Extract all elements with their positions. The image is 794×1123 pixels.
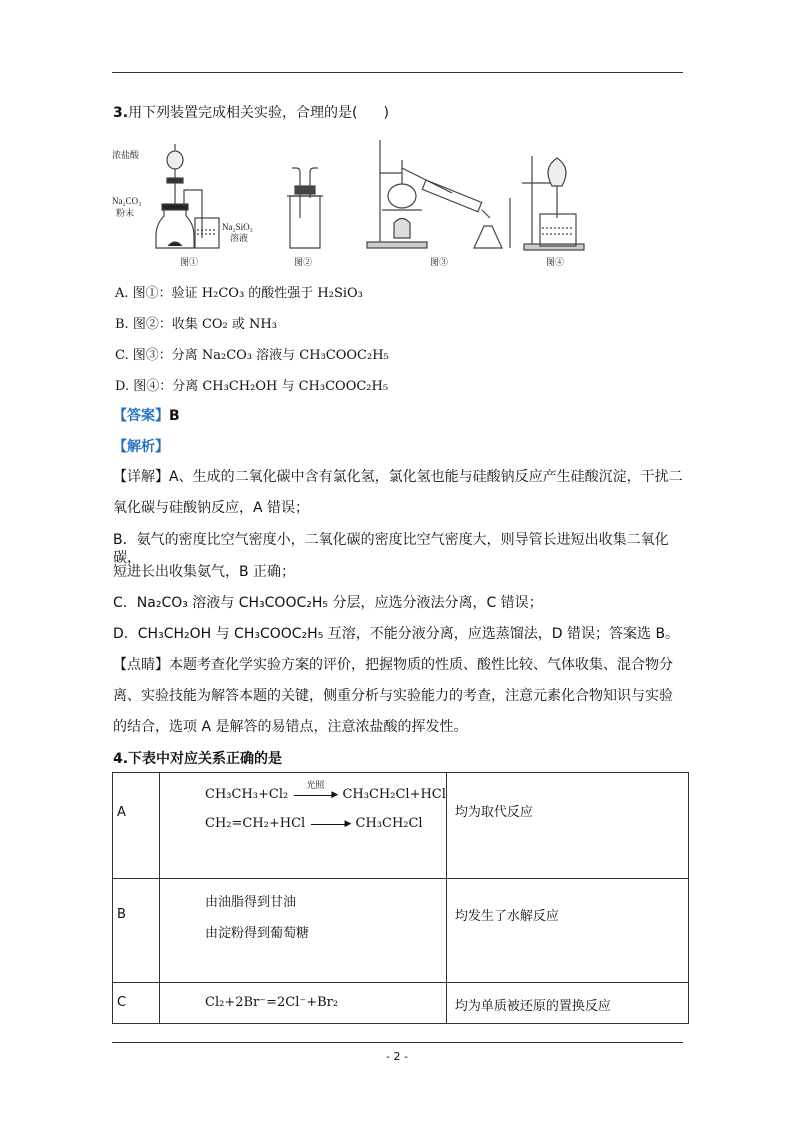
row-b-line-2: 由淀粉得到葡萄糖 [205, 926, 310, 941]
table-row [113, 773, 689, 879]
detail-line-3: B．氨气的密度比空气密度小，二氧化碳的密度比空气密度大，则导管长进短出收集二氧化碳， [113, 532, 669, 566]
header-rule [112, 72, 683, 73]
option-d: D. 图④：分离 CH₃CH₂OH 与 CH₃COOC₂H₅ [115, 379, 389, 394]
equation-a2: CH₂=CH₂+HCl ▶ CH₃CH₂Cl [205, 816, 423, 831]
equation-a1: CH₃CH₃+Cl₂ 光照 ▶ CH₃CH₂Cl+HCl [205, 780, 446, 802]
fig4-apparatus [522, 156, 584, 250]
footer-rule [112, 1042, 683, 1043]
detail-line-1: 【详解】A、生成的二氧化碳中含有氯化氢，氯化氢也能与硅酸钠反应产生硅酸沉淀，干扰二 [113, 469, 683, 485]
question-4-title: 4.下表中对应关系正确的是 [113, 751, 283, 767]
label-solution: 溶液 [230, 233, 249, 243]
detail-line-6: D．CH₃CH₂OH 与 CH₃COOC₂H₅ 互溶，不能分液分离，应选蒸馏法，D 错误；答案选 B。 [113, 626, 680, 642]
option-a: A. 图①：验证 H₂CO₃ 的酸性强于 H₂SiO₃ [115, 286, 363, 301]
row-desc-b: 均发生了水解反应 [454, 909, 559, 924]
apparatus-figure [112, 138, 588, 270]
label-fig1: 图① [180, 257, 199, 267]
label-fig4: 图④ [546, 257, 565, 267]
page-number: - 2 - [386, 1050, 408, 1063]
detail-line-2: 氧化碳与硅酸钠反应，A 错误； [113, 500, 310, 516]
detail-line-7: 【点睛】本题考查化学实验方案的评价，把握物质的性质、酸性比较、气体收集、混合物分 [113, 657, 673, 673]
label-powder: 粉末 [116, 208, 135, 218]
detail-line-4: 短进长出收集氨气，B 正确； [113, 564, 296, 580]
label-fig2: 图② [294, 257, 313, 267]
fig3-apparatus [367, 140, 510, 248]
row-desc-a: 均为取代反应 [454, 805, 533, 820]
table-row [113, 983, 689, 1024]
table-row [113, 879, 689, 983]
row-b-line-1: 由油脂得到甘油 [205, 895, 297, 910]
row-desc-c: 均为单质被还原的置换反应 [454, 999, 611, 1014]
row-letter-c: C [117, 995, 127, 1010]
option-c: C. 图③：分离 Na₂CO₃ 溶液与 CH₃COOC₂H₅ [115, 348, 389, 363]
option-b: B. 图②：收集 CO₂ 或 NH₃ [115, 317, 277, 332]
question-3-title: 3.用下列装置完成相关实验，合理的是( ) [113, 105, 389, 121]
label-fig3: 图③ [430, 257, 449, 267]
row-letter-b: B [117, 907, 126, 922]
detail-line-9: 的结合，选项 A 是解答的易错点，注意浓盐酸的挥发性。 [113, 719, 468, 735]
detail-line-8: 离、实验技能为解答本题的关键，侧重分析与实验能力的考查，注意元素化合物知识与实验 [113, 688, 673, 704]
analysis-label: 【解析】 [113, 439, 169, 455]
row-letter-a: A [117, 805, 126, 820]
detail-line-5: C．Na₂CO₃ 溶液与 CH₃COOC₂H₅ 分层，应选分液法分离，C 错误； [113, 595, 543, 611]
fig1-apparatus [156, 144, 219, 248]
row-c-equation: Cl₂+2Br⁻=2Cl⁻+Br₂ [205, 995, 339, 1010]
relation-table [112, 772, 689, 1024]
label-hcl: 浓盐酸 [112, 150, 140, 160]
label-na2co3: Na₂CO₃ [112, 196, 142, 206]
label-na2sio3: Na₂SiO₃ [222, 222, 253, 232]
fig2-apparatus [287, 168, 323, 248]
answer-line: 【答案】B [113, 408, 180, 424]
